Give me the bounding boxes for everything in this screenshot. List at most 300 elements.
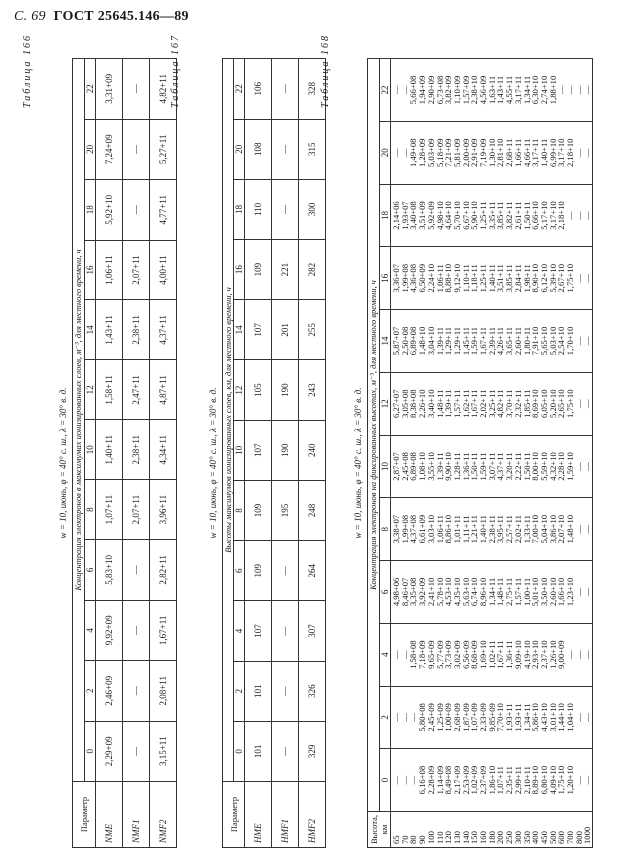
value-cell: 1,00+11 xyxy=(521,577,532,606)
time-header-cell: 6 xyxy=(85,540,96,600)
value-cell: 6,89+08 xyxy=(408,326,419,356)
height-value: 500 xyxy=(547,831,558,844)
value-cell: — xyxy=(573,211,584,220)
value-cell: 1,50+11 xyxy=(521,201,532,230)
value-cell: 2,18+10 xyxy=(565,138,576,168)
value-cell: 5,92+09 xyxy=(425,201,436,230)
value-cell: — xyxy=(582,524,593,534)
value-cell: 2,46+09 xyxy=(96,661,123,721)
value-cell: 1,36+11 xyxy=(504,640,515,669)
time-header-cell: 18 xyxy=(234,179,245,239)
value-cell: — xyxy=(573,462,584,471)
value-cell: — xyxy=(123,661,150,721)
height-value: 140 xyxy=(460,831,471,844)
value-cell: — xyxy=(272,661,299,721)
table-row xyxy=(150,59,177,848)
value-cell: 108 xyxy=(245,119,272,179)
height-value: 80 xyxy=(408,835,419,844)
value-cell: 201 xyxy=(272,300,299,360)
value-cell: 4,77+11 xyxy=(150,180,177,240)
value-cell: 4,37+08 xyxy=(408,514,419,544)
value-cell: 1,06+11 xyxy=(434,264,445,293)
value-cell: 5,77+09 xyxy=(434,640,445,669)
value-cell: 4,87+11 xyxy=(150,360,177,420)
value-cell: 105 xyxy=(245,360,272,420)
value-cell: 3,25+11 xyxy=(486,389,497,418)
value-cell: 1,93+07 xyxy=(399,201,410,230)
value-cell: 9,00+09 xyxy=(556,640,567,669)
time-header-cell: 4 xyxy=(234,601,245,661)
value-cell: 1,00+09 xyxy=(443,703,454,732)
value-cell: 2,37+10 xyxy=(538,640,549,669)
value-cell: 5,59+10 xyxy=(538,452,549,481)
value-cell: 1,26+10 xyxy=(547,640,558,669)
value-cell: 2,47+11 xyxy=(123,360,150,420)
time-header-cell: 0 xyxy=(85,721,96,781)
value-cell: 1,58+08 xyxy=(408,640,419,669)
value-cell: 1,29+11 xyxy=(451,326,462,356)
value-cell: 8,38+08 xyxy=(408,389,419,418)
value-cell: 2,81+10 xyxy=(495,138,506,168)
value-cell: 3,03+10 xyxy=(425,514,436,544)
value-cell: 107 xyxy=(245,420,272,480)
value-cell: 1,10+11 xyxy=(460,264,471,293)
value-cell: 9,92+09 xyxy=(96,600,123,660)
value-cell: 106 xyxy=(245,59,272,120)
value-cell: 3,17+11 xyxy=(530,138,541,167)
value-column xyxy=(391,59,593,122)
value-cell: 1,93+11 xyxy=(504,703,515,732)
value-cell: 2,28+09 xyxy=(425,765,436,795)
value-cell: 300 xyxy=(299,179,326,239)
value-cell: 4,56+09 xyxy=(478,75,489,105)
value-cell: 6,74+10 xyxy=(469,577,480,607)
value-cell: 326 xyxy=(299,661,326,721)
time-header-cell: 12 xyxy=(234,360,245,420)
value-cell: 4,36+08 xyxy=(408,264,419,293)
value-cell: 2,37+09 xyxy=(478,765,489,795)
table-row xyxy=(272,59,299,848)
value-cell: — xyxy=(123,119,150,179)
table168-subheader: Концентрация электронов на фиксированных высотах, м⁻³, для местного времени, ч xyxy=(368,59,380,812)
value-cell: 1,11+11 xyxy=(460,515,471,544)
value-cell: 4,35+10 xyxy=(451,577,462,607)
value-cell: 1,50+11 xyxy=(469,452,480,481)
value-cell: 3,85+11 xyxy=(495,201,506,230)
height-value: 130 xyxy=(451,831,462,844)
value-cell: 3,82+11 xyxy=(504,201,515,230)
value-cell: 6,67+10 xyxy=(460,201,471,230)
value-cell: 1,86+10 xyxy=(486,765,497,795)
value-cell: — xyxy=(573,85,584,95)
value-cell: — xyxy=(582,775,593,785)
value-cell: 2,07+11 xyxy=(123,240,150,300)
value-cell: — xyxy=(565,650,576,659)
value-cell: 5,17+10 xyxy=(538,201,549,230)
value-cell: 2,45+09 xyxy=(425,703,436,732)
value-cell: 3,01+10 xyxy=(547,703,558,732)
value-cell: — xyxy=(582,587,593,597)
value-cell: 1,63+11 xyxy=(486,75,497,105)
rotated-tables xyxy=(20,28,610,848)
value-cell: 2,60+11 xyxy=(512,326,523,356)
page-header xyxy=(14,9,189,25)
value-cell: 1,66+11 xyxy=(512,138,523,167)
value-cell: 1,43+11 xyxy=(96,300,123,360)
value-cell: 7,91+10 xyxy=(530,326,541,356)
table166-body xyxy=(96,59,177,848)
table168-caption: w = 10, июнь, φ = 40° с. ш., λ = 30° в. д. xyxy=(353,387,363,539)
value-cell: 2,18+10 xyxy=(556,201,567,230)
value-cell: 2,74+10 xyxy=(538,75,549,105)
time-header-cell: 22 xyxy=(234,59,245,120)
value-cell: 3,31+09 xyxy=(96,59,123,120)
value-cell: 8,90+10 xyxy=(530,264,541,293)
value-cell: 5,20+10 xyxy=(547,389,558,418)
value-cell: 1,57+09 xyxy=(460,75,471,105)
value-cell: 5,87+07 xyxy=(391,326,401,356)
table166-subheader: Концентрация электронов в максимумах ионизированных слоев, м⁻³, для местного времени, ч xyxy=(73,59,85,782)
value-cell: 109 xyxy=(245,541,272,601)
value-cell: 1,49+08 xyxy=(408,138,419,168)
value-cell: — xyxy=(391,713,401,722)
value-cell: 4,64+10 xyxy=(443,201,454,230)
value-cell: 9,90+10 xyxy=(443,452,454,481)
value-cell: 1,02+11 xyxy=(486,640,497,669)
value-cell: — xyxy=(565,211,576,220)
value-cell: 2,53+09 xyxy=(460,765,471,795)
value-cell: — xyxy=(391,148,401,158)
value-cell: 109 xyxy=(245,480,272,540)
value-cell: 6,27+07 xyxy=(391,389,401,418)
time-header-cell: 14 xyxy=(380,310,391,373)
value-cell: 1,06+11 xyxy=(434,515,445,544)
table-row xyxy=(245,59,272,848)
value-cell: 1,44+10 xyxy=(556,703,567,732)
value-cell: — xyxy=(399,775,410,785)
height-value: 600 xyxy=(556,831,567,844)
param-name-cell: NME xyxy=(96,782,123,848)
value-cell: 1,94+09 xyxy=(417,75,428,105)
value-cell: 1,40+11 xyxy=(486,264,497,293)
value-cell: 1,57+11 xyxy=(451,389,462,418)
value-cell: 8,46+07 xyxy=(399,577,410,607)
value-cell: 1,59+11 xyxy=(469,326,480,356)
value-cell: 2,54+10 xyxy=(556,326,567,356)
value-cell: 1,02+09 xyxy=(469,765,480,795)
value-cell: 6,66+10 xyxy=(530,201,541,230)
value-cell: — xyxy=(582,650,593,659)
value-cell: 2,32+11 xyxy=(512,389,523,418)
value-cell: — xyxy=(582,148,593,158)
value-cell: 1,48+11 xyxy=(434,389,445,418)
value-cell: 1,40+11 xyxy=(96,420,123,480)
time-header-cell: 2 xyxy=(380,686,391,749)
param-name-cell: HME xyxy=(245,782,272,848)
value-cell: 2,75+11 xyxy=(504,577,515,606)
value-cell: 2,87+07 xyxy=(391,452,401,481)
value-cell: 2,39+11 xyxy=(486,326,497,356)
value-cell: 7,21+09 xyxy=(443,138,454,168)
value-cell: 1,85+11 xyxy=(521,389,532,418)
value-cell: 1,39+11 xyxy=(434,452,445,481)
value-cell: 2,90+09 xyxy=(425,75,436,105)
value-cell: 4,55+11 xyxy=(504,75,515,105)
time-header-cell: 18 xyxy=(85,180,96,240)
value-cell: 4,98+06 xyxy=(391,577,401,607)
value-cell: 2,67+10 xyxy=(556,264,567,293)
value-cell: 195 xyxy=(272,480,299,540)
value-cell: 3,96+11 xyxy=(150,480,177,540)
value-cell: 190 xyxy=(272,360,299,420)
value-cell: — xyxy=(123,600,150,660)
height-value: 65 xyxy=(391,835,401,844)
value-cell: 2,24+10 xyxy=(425,264,436,293)
value-cell: 1,20+10 xyxy=(565,765,576,795)
value-cell: — xyxy=(556,85,567,95)
value-cell: — xyxy=(123,59,150,120)
value-cell: 6,50+09 xyxy=(417,264,428,293)
value-cell: 2,38+11 xyxy=(486,515,497,544)
value-cell: 2,45+08 xyxy=(399,452,410,481)
table167-param-header: Параметр xyxy=(223,782,245,848)
table167-title: Таблица 167 xyxy=(170,34,181,108)
value-cell: 5,01+10 xyxy=(530,577,541,607)
height-value: 200 xyxy=(495,831,506,844)
value-cell: 240 xyxy=(299,420,326,480)
value-cell: 3,38+07 xyxy=(391,514,401,544)
time-header-cell: 18 xyxy=(380,184,391,247)
value-cell: — xyxy=(573,587,584,597)
value-cell: 6,12+10 xyxy=(538,264,549,293)
value-cell: 1,25+11 xyxy=(478,264,489,293)
value-cell: 4,53+10 xyxy=(443,577,454,607)
time-header-cell: 16 xyxy=(380,247,391,310)
value-cell: 2,02+11 xyxy=(478,389,489,418)
value-cell: 1,80+11 xyxy=(521,326,532,356)
value-cell: 7,18+09 xyxy=(417,640,428,669)
height-value: 700 xyxy=(565,831,576,844)
value-cell: 1,87+09 xyxy=(460,703,471,732)
table166-caption: w = 10, июнь, φ = 40° с. ш., λ = 30° в. д. xyxy=(58,387,68,539)
table167-subheader: Высоты максимумов ионизированных слоев, км, для местного времени, ч xyxy=(223,59,234,782)
value-cell: — xyxy=(391,85,401,95)
value-cell: 6,30+10 xyxy=(530,75,541,105)
value-cell: 1,25+11 xyxy=(478,201,489,230)
table-row xyxy=(96,59,123,848)
value-cell: 8,96+10 xyxy=(478,577,489,607)
height-value: 800 xyxy=(573,831,584,844)
value-cell: 4,00+11 xyxy=(150,240,177,300)
height-value: 120 xyxy=(443,831,454,844)
value-cell: — xyxy=(272,601,299,661)
value-cell: 3,40+08 xyxy=(408,201,419,230)
value-cell: 2,38+10 xyxy=(469,75,480,105)
value-column xyxy=(391,247,593,310)
value-cell: 8,49+08 xyxy=(443,765,454,795)
value-cell: — xyxy=(399,650,410,659)
value-cell: — xyxy=(272,541,299,601)
value-cell: 2,00+09 xyxy=(460,138,471,168)
value-cell: 3,51+11 xyxy=(495,264,506,293)
value-cell: 1,98+11 xyxy=(521,264,532,293)
value-cell: 1,99+08 xyxy=(399,264,410,293)
value-cell: — xyxy=(123,721,150,781)
value-column xyxy=(391,372,593,435)
value-cell: — xyxy=(582,273,593,283)
value-cell: 5,70+10 xyxy=(451,201,462,230)
value-cell: 101 xyxy=(245,661,272,721)
value-cell: 2,57+11 xyxy=(504,515,515,544)
value-cell: 3,92+09 xyxy=(417,577,428,607)
time-header-cell: 22 xyxy=(380,59,391,122)
value-cell: 4,37+11 xyxy=(495,452,506,481)
value-cell: 1,10+09 xyxy=(451,75,462,105)
height-value: 350 xyxy=(521,831,532,844)
value-cell: — xyxy=(408,775,419,785)
value-cell: — xyxy=(123,180,150,240)
value-cell: 6,56+09 xyxy=(460,640,471,669)
value-cell: 2,61+11 xyxy=(512,201,523,230)
value-cell: 2,41+10 xyxy=(425,577,436,607)
value-cell: 1,04+10 xyxy=(565,703,576,732)
height-value: 1000 xyxy=(582,826,593,844)
value-cell: 1,75+10 xyxy=(565,389,576,418)
value-cell: 1,28+11 xyxy=(451,452,462,481)
value-cell: 9,12+10 xyxy=(451,264,462,293)
value-cell: 190 xyxy=(272,420,299,480)
time-header-cell: 14 xyxy=(234,300,245,360)
value-cell: 4,26+11 xyxy=(495,326,506,356)
value-cell: — xyxy=(582,462,593,471)
value-cell: 2,28+10 xyxy=(556,452,567,481)
value-cell: 6,73+08 xyxy=(434,75,445,105)
height-value: 100 xyxy=(425,831,436,844)
value-cell: — xyxy=(573,399,584,409)
table168-time-row xyxy=(380,59,391,848)
value-cell: 3,55+10 xyxy=(425,452,436,481)
value-cell: 6,80+10 xyxy=(538,765,549,795)
time-header-cell: 2 xyxy=(234,661,245,721)
value-cell: — xyxy=(391,775,401,785)
value-cell: 5,66+08 xyxy=(408,75,419,105)
value-cell: 3,17+11 xyxy=(512,75,523,105)
height-value: 150 xyxy=(469,831,480,844)
value-cell: — xyxy=(272,119,299,179)
time-header-cell: 8 xyxy=(234,480,245,540)
value-cell: 2,82+11 xyxy=(150,540,177,600)
value-cell: 2,07+10 xyxy=(556,514,567,544)
time-header-cell: 16 xyxy=(234,240,245,300)
value-cell: 3,07+11 xyxy=(486,452,497,481)
value-cell: 5,03+09 xyxy=(425,138,436,168)
value-cell: — xyxy=(582,211,593,220)
value-cell: 2,50+08 xyxy=(399,326,410,356)
value-cell: 2,17+09 xyxy=(451,765,462,795)
value-cell: 2,68+11 xyxy=(504,138,515,167)
height-column xyxy=(391,811,593,847)
value-cell: 3,40+10 xyxy=(425,389,436,418)
time-header-cell: 8 xyxy=(380,498,391,561)
value-cell: 4,43+10 xyxy=(538,703,549,732)
value-cell: 3,95+11 xyxy=(495,515,506,544)
value-cell: 4,82+11 xyxy=(495,389,506,418)
value-cell: 1,99+08 xyxy=(399,514,410,544)
value-cell: — xyxy=(408,713,419,722)
value-cell: 1,07+11 xyxy=(96,480,123,540)
time-header-cell: 20 xyxy=(234,119,245,179)
time-header-cell: 6 xyxy=(380,561,391,624)
value-cell: 1,29+11 xyxy=(443,326,454,356)
value-cell: 1,93+11 xyxy=(512,703,523,732)
value-cell: 1,48+10 xyxy=(565,514,576,544)
value-column xyxy=(391,561,593,624)
value-cell: — xyxy=(573,273,584,283)
height-value: 160 xyxy=(478,831,489,844)
value-cell: 4,66+11 xyxy=(521,138,532,167)
height-value: 300 xyxy=(512,831,523,844)
value-cell: 4,82+11 xyxy=(150,59,177,120)
time-header-cell: 20 xyxy=(85,119,96,179)
value-cell: 7,19+09 xyxy=(478,138,489,168)
value-cell: 1,40+11 xyxy=(538,138,549,167)
table167-caption: w = 10, июнь, φ = 40° с. ш., λ = 30° в. д. xyxy=(208,387,218,539)
value-cell: 2,29+09 xyxy=(96,721,123,781)
value-cell: — xyxy=(582,336,593,346)
value-cell: 1,67+11 xyxy=(150,600,177,660)
value-column xyxy=(391,184,593,247)
value-cell: 1,14+09 xyxy=(434,765,445,795)
value-cell: 4,34+11 xyxy=(150,420,177,480)
table166-time-row xyxy=(85,59,96,848)
time-header-cell: 0 xyxy=(234,721,245,781)
value-cell: 3,02+09 xyxy=(451,640,462,669)
value-cell: 2,60+10 xyxy=(547,577,558,607)
value-cell: — xyxy=(582,399,593,409)
value-cell: 1,18+11 xyxy=(469,264,480,293)
value-cell: — xyxy=(573,148,584,158)
value-cell: 243 xyxy=(299,360,326,420)
param-name-cell: HMF2 xyxy=(299,782,326,848)
value-cell: 4,09+10 xyxy=(547,765,558,795)
value-column xyxy=(391,121,593,184)
value-cell: 6,99+10 xyxy=(547,138,558,168)
value-cell: 3,35+08 xyxy=(408,577,419,607)
value-cell: 1,30+10 xyxy=(486,138,497,168)
value-cell: 6,89+08 xyxy=(408,452,419,481)
time-header-cell: 0 xyxy=(380,749,391,812)
value-cell: 1,75+10 xyxy=(556,765,567,795)
value-cell: 8,68+09 xyxy=(469,640,480,669)
value-cell: 2,08+11 xyxy=(150,661,177,721)
height-value: 110 xyxy=(434,831,445,844)
table166-title: Таблица 166 xyxy=(22,34,33,108)
value-cell: 1,39+11 xyxy=(443,389,454,418)
value-cell: 1,67+11 xyxy=(495,640,506,669)
value-cell: 329 xyxy=(299,721,326,781)
value-cell: 5,86+10 xyxy=(530,703,541,732)
value-cell: 109 xyxy=(245,240,272,300)
value-cell: 5,92+10 xyxy=(96,180,123,240)
value-cell: 1,70+10 xyxy=(565,326,576,356)
standard-code: ГОСТ 25645.146—89 xyxy=(53,9,189,24)
value-cell: — xyxy=(272,59,299,120)
value-cell: 3,04+10 xyxy=(425,326,436,356)
param-name-cell: NMF1 xyxy=(123,782,150,848)
value-cell: 2,91+09 xyxy=(469,138,480,168)
value-cell: — xyxy=(582,85,593,95)
value-cell: 1,07+11 xyxy=(495,766,506,795)
